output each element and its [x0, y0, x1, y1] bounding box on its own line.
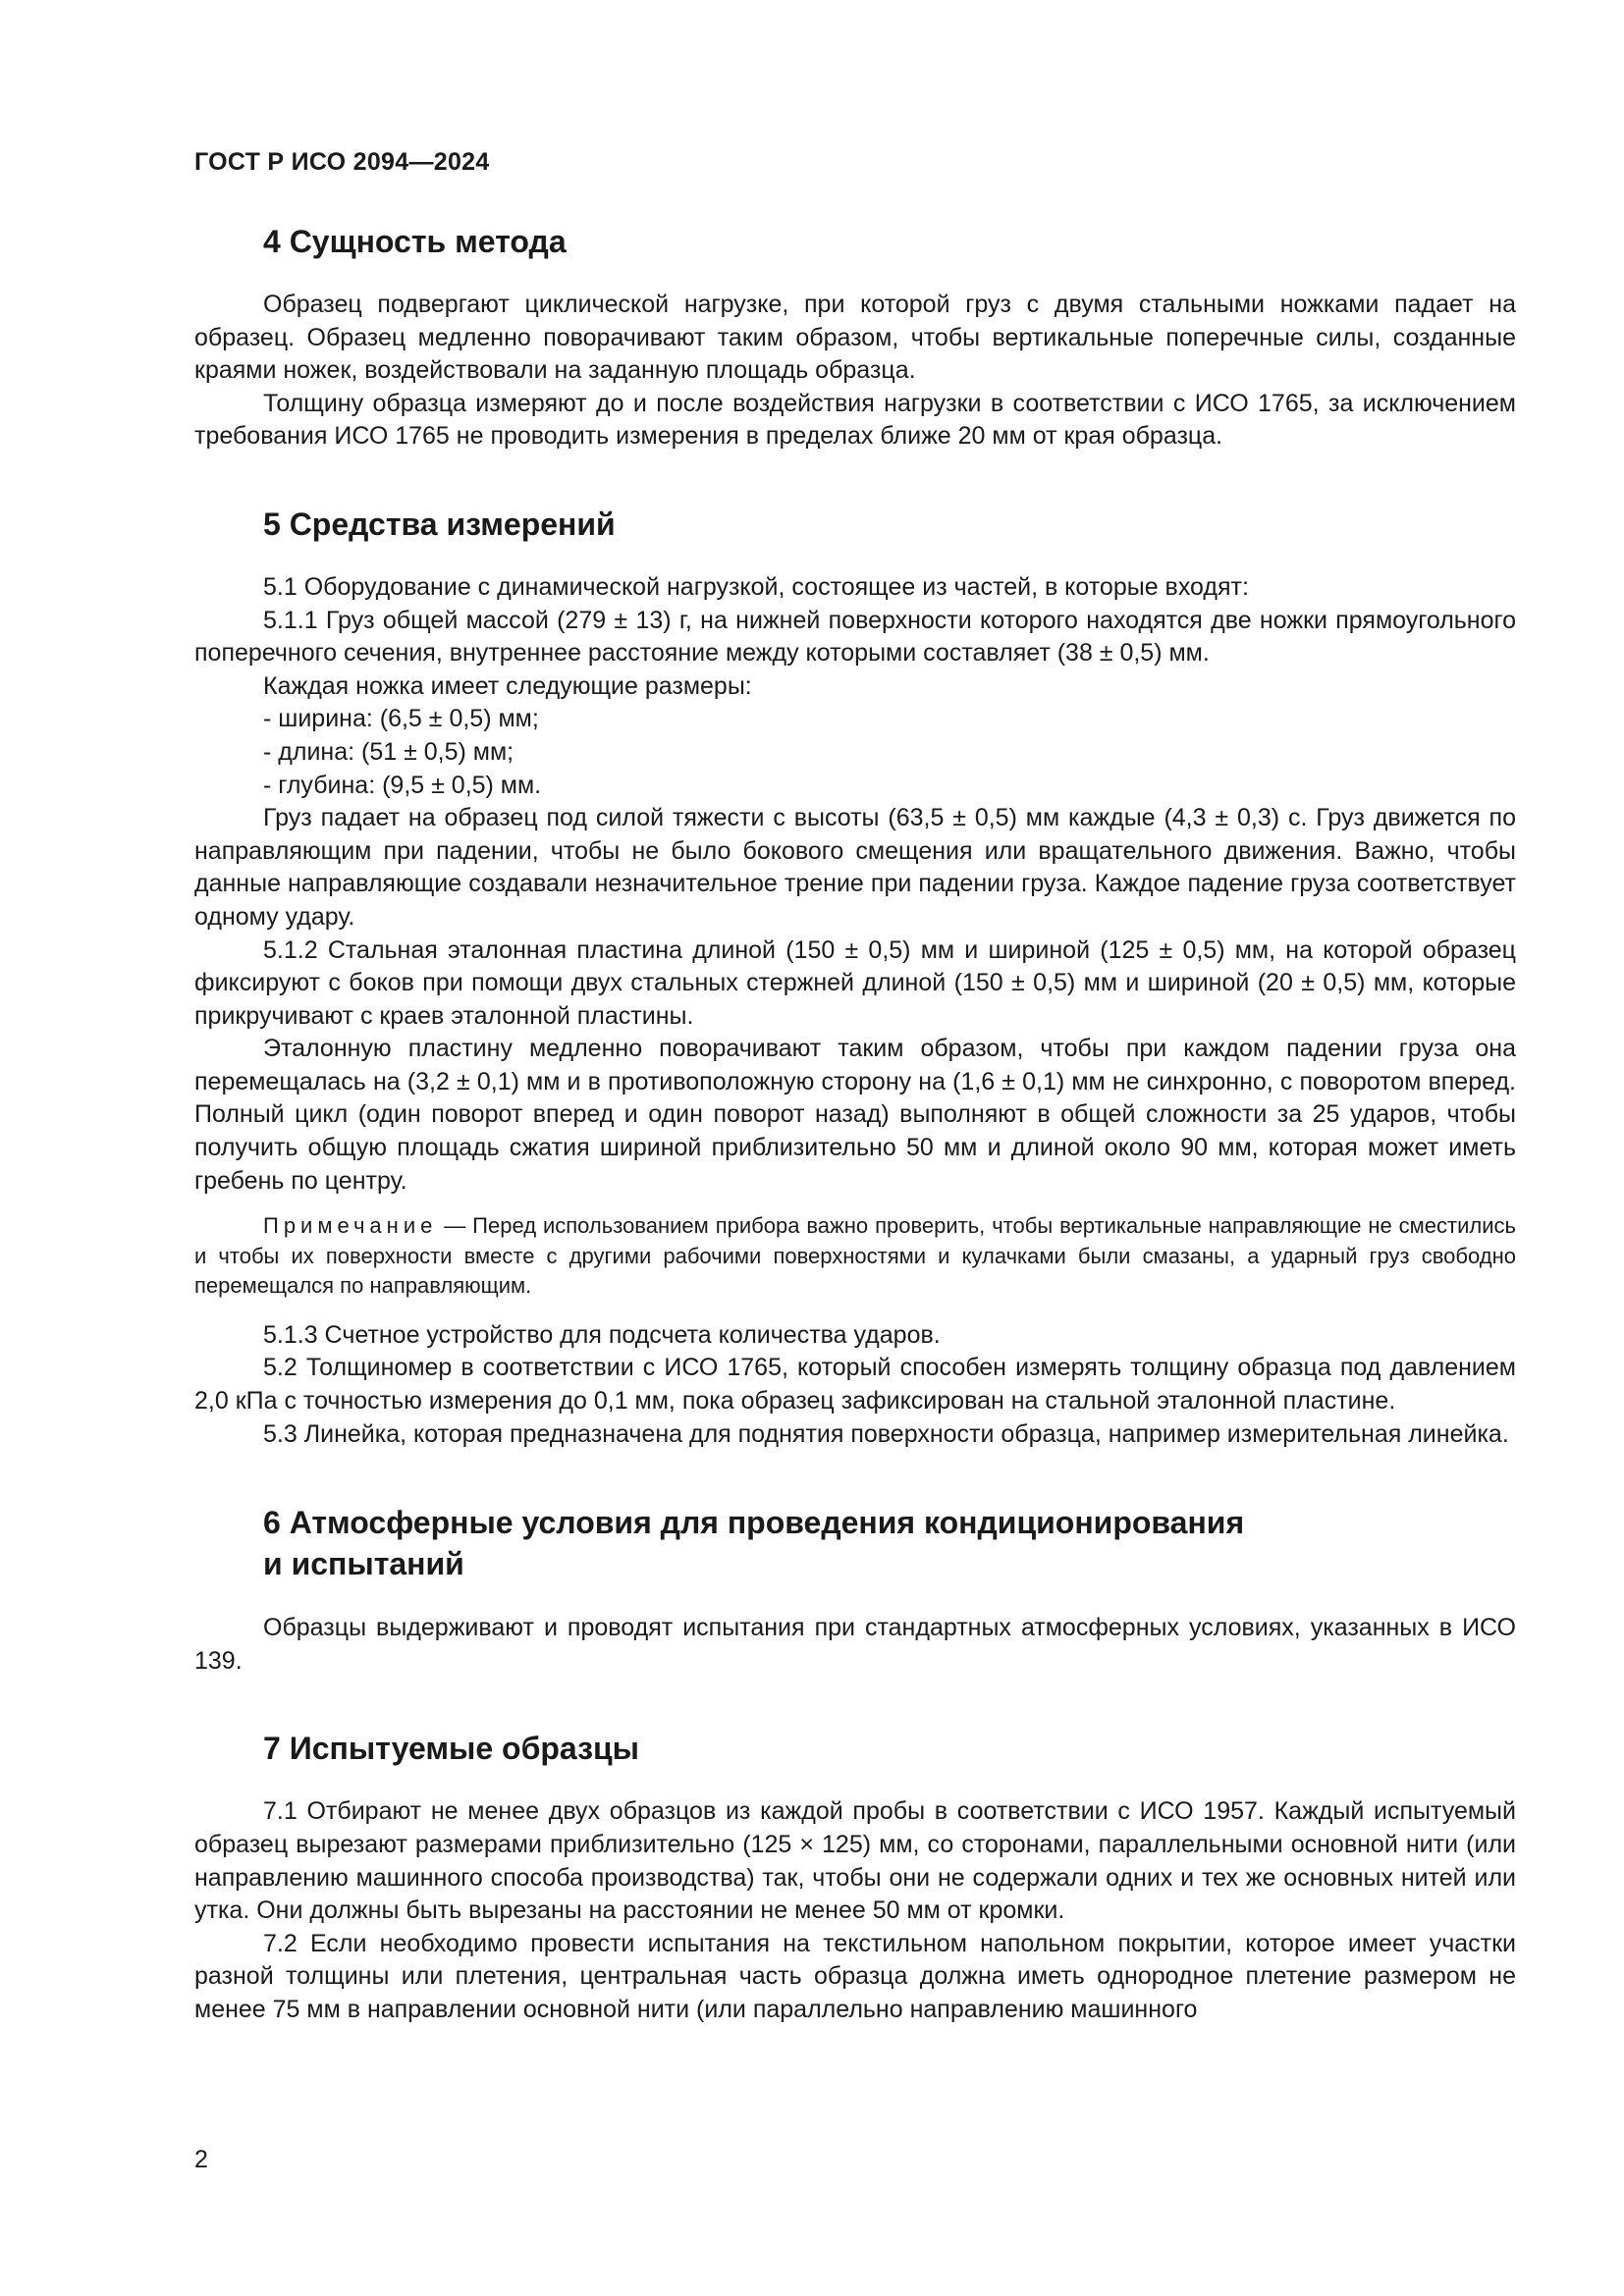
- section-6-title: [194, 1502, 1516, 1584]
- section-6-paragraph: Образцы выдерживают и проводят испытания при стандартных атмосферных условиях, указанных в ИСО 139.: [194, 1614, 1516, 1675]
- section-7: [194, 1729, 1516, 2026]
- list-item-length: - длина: (51 ± 0,5) мм;: [263, 737, 514, 766]
- section-5: [194, 505, 1516, 1451]
- clause-7-2: 7.2 Если необходимо провести испытания на текстильном напольном покрытии, которое имеет участки разной толщины или плетения, центральная часть образца должна иметь однородное плетение размером не менее 75 мм в направлении основной нити (или параллельно направлению машинного: [194, 1929, 1516, 2023]
- note-label: Примечание: [263, 1213, 438, 1239]
- section-4: [194, 222, 1516, 454]
- clause-5-2: 5.2 Толщиномер в соответствии с ИСО 1765, который способен измерять толщину образца под давлением 2,0 кПа с точностью измерения до 0,1 мм, пока образец зафиксирован на стальной эталонной пластине.: [194, 1354, 1516, 1415]
- list-item-width: - ширина: (6,5 ± 0,5) мм;: [263, 705, 539, 733]
- plate-rotation-paragraph: Эталонную пластину медленно поворачивают таким образом, чтобы при каждом падении груза она перемещалась на (3,2 ± 0,1) мм и в противоположную сторону на (1,6 ± 0,1) мм не синхронно, с поворотом вперед. Полный цикл (один поворот вперед и один поворот назад) выполняют в общей сложности за 25 ударов, чтобы получить общую площадь сжатия шириной приблизительно 50 мм и длиной около 90 мм, которая может иметь гребень по центру.: [194, 1035, 1516, 1195]
- section-4-paragraph-1: Образец подвергают циклической нагрузке, при которой груз с двумя стальными ножками падает на образец. Образец медленно поворачивают таким образом, чтобы вертикальные поперечные силы, созданные краями ножек, воздействовали на заданную площадь образца.: [194, 291, 1516, 385]
- document-page: [194, 147, 1516, 2077]
- note: [194, 1211, 1516, 1302]
- document-code-header: ГОСТ Р ИСО 2094—2024: [194, 148, 490, 176]
- weight-fall-paragraph: Груз падает на образец под силой тяжести с высоты (63,5 ± 0,5) мм каждые (4,3 ± 0,3) с. Груз движется по направляющим при падении, чтобы не было бокового смещения или вращательного движения. Важно, чтобы данные направляющие создавали незначительное трение при падении груза. Каждое падение груза соответствует одному удару.: [194, 804, 1516, 931]
- section-6-title-line-1: 6 Атмосферные условия для проведения кондиционирования: [263, 1505, 1245, 1541]
- section-6: [194, 1502, 1516, 1678]
- clause-5-1-3: 5.1.3 Счетное устройство для подсчета количества ударов.: [263, 1320, 941, 1349]
- clause-5-3: 5.3 Линейка, которая предназначена для поднятия поверхности образца, например измерительная линейка.: [263, 1419, 1509, 1448]
- clause-7-1: 7.1 Отбирают не менее двух образцов из каждой пробы в соответствии с ИСО 1957. Каждый испытуемый образец вырезают размерами приблизительно (125 × 125) мм, со сторонами, параллельными основной нити (или направлению машинного способа производства) так, чтобы они не содержали одних и тех же основных нитей или утка. Они должны быть вырезаны на расстоянии не менее 50 мм от кромки.: [194, 1797, 1516, 1925]
- section-4-paragraph-2: Толщину образца измеряют до и после воздействия нагрузки в соответствии с ИСО 1765, за исключением требования ИСО 1765 не проводить измерения в пределах ближе 20 мм от края образца.: [194, 389, 1516, 451]
- section-6-title-line-2: и испытаний: [263, 1546, 464, 1582]
- clause-5-1-1: 5.1.1 Груз общей массой (279 ± 13) г, на нижней поверхности которого находятся две ножки прямоугольного поперечного сечения, внутреннее расстояние между которыми составляет (38 ± 0,5) мм.: [194, 606, 1516, 667]
- leg-sizes-intro: Каждая ножка имеет следующие размеры:: [263, 671, 752, 700]
- page-number: 2: [194, 2146, 208, 2173]
- list-item-depth: - глубина: (9,5 ± 0,5) мм.: [263, 771, 542, 799]
- section-5-title: 5 Средства измерений: [263, 506, 616, 542]
- section-7-title: 7 Испытуемые образцы: [263, 1731, 639, 1767]
- clause-5-1-2: 5.1.2 Стальная эталонная пластина длиной (150 ± 0,5) мм и шириной (125 ± 0,5) мм, на которой образец фиксируют с боков при помощи двух стальных стержней длиной (150 ± 0,5) мм и шириной (20 ± 0,5) мм, которые прикручивают с краев эталонной пластины.: [194, 935, 1516, 1030]
- clause-5-1: 5.1 Оборудование с динамической нагрузкой, состоящее из частей, в которые входят:: [263, 572, 1249, 601]
- note-text: — Перед использованием прибора важно проверить, чтобы вертикальные направляющие не сместились и чтобы их поверхности вместе с другими рабочими поверхностями и кулачками были смазаны, а ударный груз свободно перемещался по направляющим.: [194, 1213, 1516, 1299]
- section-4-title: 4 Сущность метода: [263, 224, 567, 259]
